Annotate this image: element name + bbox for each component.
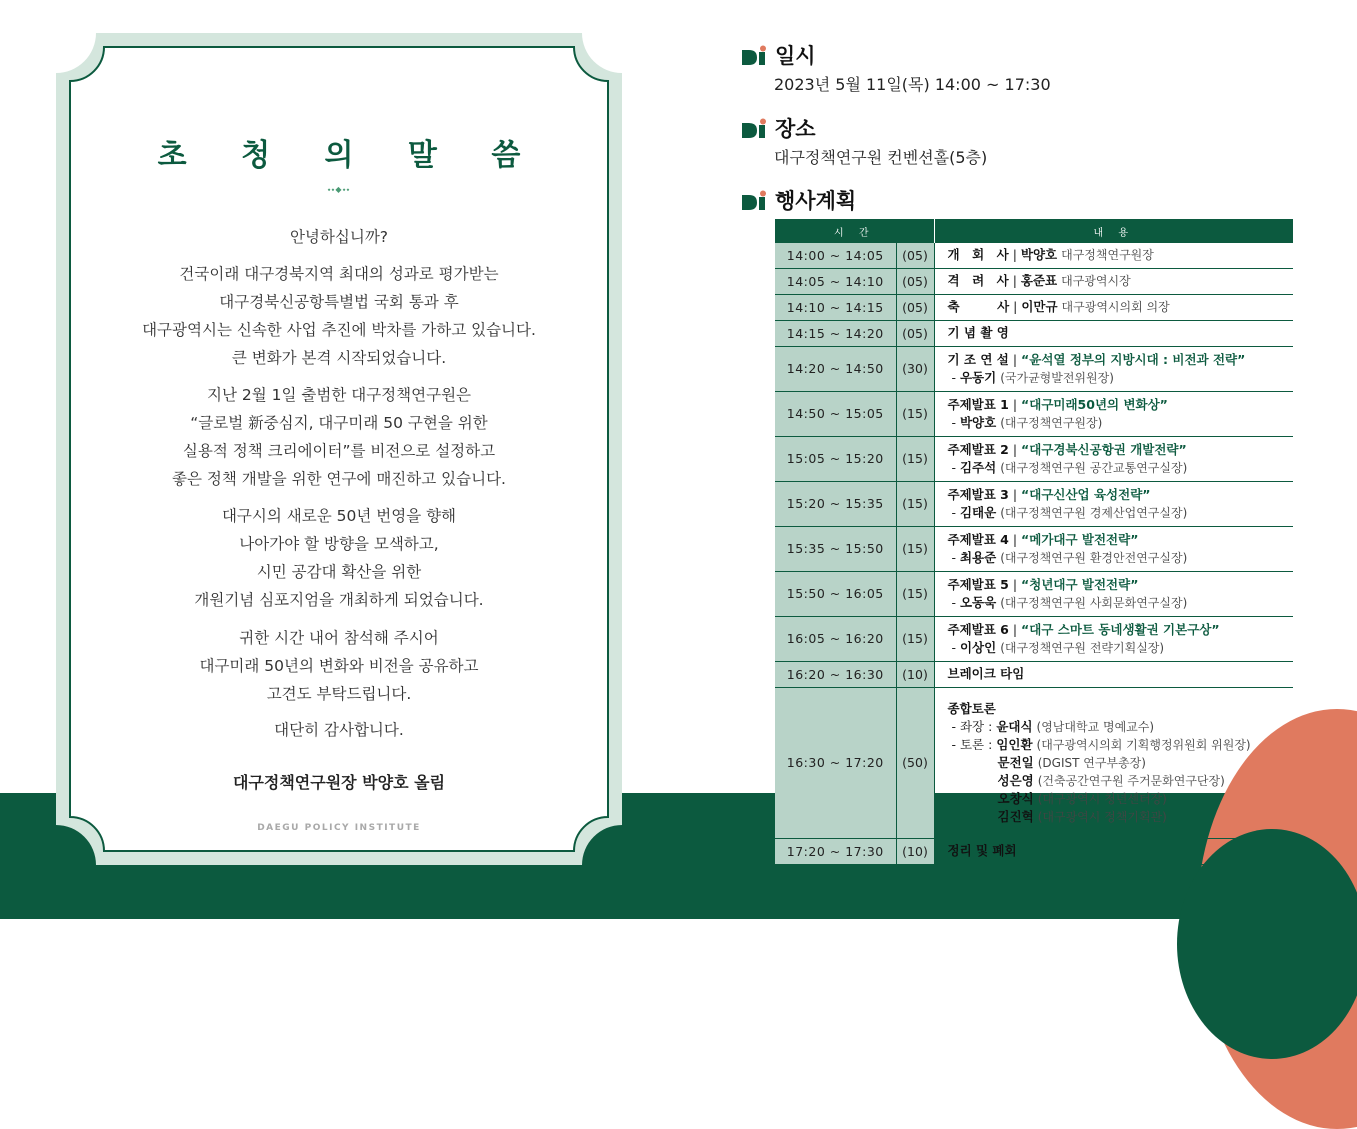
text-line: 시민 공감대 확산을 위한 (256, 563, 422, 581)
datetime-heading: 일시 (775, 44, 816, 68)
table-row (775, 571, 1293, 616)
row-content (934, 838, 1293, 864)
paragraph-3 (70, 502, 608, 614)
row-topic: “메가대구 발전전략” (1021, 531, 1139, 547)
row-duration: (30) (896, 346, 934, 391)
row-topic: “대구 스마트 동네생활권 기본구상” (1021, 621, 1220, 637)
schedule-table (775, 219, 1293, 865)
header-time: 시 간 (775, 219, 934, 243)
row-time: 14:00 ~ 14:05 (775, 243, 896, 268)
row-duration: (15) (896, 436, 934, 481)
table-row (775, 294, 1293, 320)
row-time: 16:20 ~ 16:30 (775, 661, 896, 687)
row-role: 주제발표 2 (947, 441, 1009, 457)
paragraph-1 (70, 260, 608, 372)
row-desc: 대구정책연구원장 (1061, 248, 1154, 263)
row-time: 17:20 ~ 17:30 (775, 838, 896, 864)
row-desc: (대구정책연구원장) (1000, 415, 1103, 430)
row-time: 14:50 ~ 15:05 (775, 391, 896, 436)
row-duration: (10) (896, 838, 934, 864)
row-desc: (대구정책연구원 환경안전연구실장) (1000, 550, 1188, 565)
row-desc: (DGIST 연구부총장) (1037, 755, 1146, 770)
row-role: 종합토론 (947, 700, 996, 716)
table-row (775, 526, 1293, 571)
text-line: 대구경북신공항특별법 국회 통과 후 (219, 293, 459, 311)
row-name: 최용준 (959, 549, 997, 565)
row-content (934, 661, 1293, 687)
row-desc: 대구광역시장 (1061, 274, 1131, 288)
invitation-card (56, 33, 622, 865)
row-content: 주제발표 1 | “대구미래50년의 변화상” - 박양호 (대구정책연구원장) (934, 391, 1293, 436)
row-content: 축 사 | 이만규 대구광역시의회 의장 (934, 294, 1293, 320)
table-row (775, 616, 1293, 661)
row-role: 브레이크 타임 (947, 666, 1025, 681)
row-time: 16:05 ~ 16:20 (775, 616, 896, 661)
row-duration: (10) (896, 661, 934, 687)
row-desc: (건축공간연구원 주거문화연구단장) (1037, 773, 1225, 788)
greeting: 안녕하십니까? (289, 228, 389, 246)
row-duration: (15) (896, 391, 934, 436)
text-line: 건국이래 대구경북지역 최대의 성과로 평가받는 (179, 265, 499, 283)
text-line: “글로벌 新중심지, 대구미래 50 구현을 위한 (190, 414, 488, 432)
text-line: 개원기념 심포지엄을 개최하게 되었습니다. (194, 591, 484, 609)
row-name: 임인환 (996, 736, 1033, 752)
text-line: 실용적 정책 크리에이터”를 비전으로 설정하고 (182, 442, 496, 460)
row-desc: (대구정책연구원 경제산업연구실장) (1000, 505, 1188, 520)
table-row (775, 391, 1293, 436)
row-time: 15:05 ~ 15:20 (775, 436, 896, 481)
text-line: 고견도 부탁드립니다. (266, 685, 412, 703)
row-name: 문전일 (997, 754, 1034, 770)
table-row (775, 687, 1293, 838)
row-desc: 대구광역시의회 의장 (1061, 300, 1170, 314)
row-name: 김주석 (959, 459, 997, 475)
panel-label: - 토론 : (951, 736, 993, 752)
row-content: 주제발표 5 | “청년대구 발전전략” - 오동욱 (대구정책연구원 사회문화연구실장) (934, 571, 1293, 616)
text-line: 대구미래 50년의 변화와 비전을 공유하고 (199, 657, 479, 675)
row-content (934, 320, 1293, 346)
row-role: 주제발표 3 (947, 486, 1009, 502)
section-datetime (742, 40, 816, 70)
row-role: 정리 및 폐회 (947, 843, 1017, 858)
row-duration: (05) (896, 243, 934, 268)
chair-label: - 좌장 : (951, 718, 993, 734)
row-topic: “대구경북신공항권 개발전략” (1021, 441, 1187, 457)
text-line: 대구시의 새로운 50년 번영을 향해 (221, 507, 457, 525)
row-time: 14:05 ~ 14:10 (775, 268, 896, 294)
row-duration: (15) (896, 616, 934, 661)
row-desc: (대구광역시 청년센터장) (1037, 791, 1167, 806)
text-line: 대구광역시는 신속한 사업 추진에 박차를 가하고 있습니다. (142, 321, 536, 339)
row-desc: (대구정책연구원 사회문화연구실장) (1000, 595, 1188, 610)
table-row (775, 838, 1293, 864)
row-name: 김진혁 (997, 808, 1034, 824)
invitation-title: 초 청 의 말 씀 (157, 138, 543, 173)
row-role: 주제발표 5 (947, 576, 1009, 592)
thanks: 대단히 감사합니다. (274, 721, 404, 739)
venue-text: 대구정책연구원 컨벤션홀(5층) (774, 148, 988, 167)
row-content: 기 조 연 설 | “윤석열 정부의 지방시대 : 비전과 전략” - 우동기 (국가균형발전위원장) (934, 346, 1293, 391)
row-content: 격 려 사 | 홍준표 대구광역시장 (934, 268, 1293, 294)
row-content: 주제발표 4 | “메가대구 발전전략” - 최용준 (대구정책연구원 환경안전연구실장) (934, 526, 1293, 571)
row-duration: (15) (896, 571, 934, 616)
row-role: 기 념 촬 영 (947, 325, 1009, 340)
row-time: 15:20 ~ 15:35 (775, 481, 896, 526)
row-content: 주제발표 2 | “대구경북신공항권 개발전략” - 김주석 (대구정책연구원 공간교통연구실장) (934, 436, 1293, 481)
text-line: 나아가야 할 방향을 모색하고, (239, 535, 439, 553)
row-name: 박양호 (1020, 247, 1058, 263)
table-row (775, 346, 1293, 391)
row-desc: (대구광역시의회 기획행정위원회 위원장) (1036, 737, 1251, 752)
row-desc: (대구정책연구원 전략기획실장) (1000, 640, 1165, 655)
row-desc: (영남대학교 명예교수) (1036, 719, 1155, 734)
dpi-logo-icon (742, 45, 768, 65)
datetime-text: 2023년 5월 11일(목) 14:00 ~ 17:30 (774, 75, 1051, 94)
row-role: 주제발표 6 (947, 621, 1009, 637)
row-name: 오창식 (997, 790, 1034, 806)
row-time: 15:35 ~ 15:50 (775, 526, 896, 571)
title-ornament: ⬩⬩◆⬩⬩ (327, 185, 351, 194)
row-duration: (15) (896, 481, 934, 526)
row-name: 박양호 (959, 414, 997, 430)
row-time: 14:20 ~ 14:50 (775, 346, 896, 391)
program-heading: 행사계획 (775, 189, 857, 213)
row-name: 우동기 (959, 369, 997, 385)
row-desc: (대구정책연구원 공간교통연구실장) (1000, 460, 1188, 475)
row-content (934, 687, 1293, 838)
row-role: 개 회 사 (947, 247, 1009, 263)
row-name: 이만규 (1021, 299, 1058, 314)
row-duration: (50) (896, 687, 934, 838)
signoff: 대구정책연구원장 박양호 올림 (232, 773, 446, 792)
text-line: 좋은 정책 개발을 위한 연구에 매진하고 있습니다. (172, 470, 506, 488)
row-content: 주제발표 3 | “대구신산업 육성전략” - 김태운 (대구정책연구원 경제산업연구실장) (934, 481, 1293, 526)
dpi-logo-icon (742, 118, 768, 138)
table-row (775, 436, 1293, 481)
row-content: 주제발표 6 | “대구 스마트 동네생활권 기본구상” - 이상인 (대구정책연구원 전략기획실장) (934, 616, 1293, 661)
table-row (775, 661, 1293, 687)
institute-name: DAEGU POLICY INSTITUTE (257, 823, 421, 833)
row-topic: “대구신산업 육성전략” (1021, 486, 1151, 502)
row-content: 개 회 사 | 박양호 대구정책연구원장 (934, 243, 1293, 268)
row-time: 14:15 ~ 14:20 (775, 320, 896, 346)
dpi-logo-icon (742, 190, 768, 210)
row-name: 홍준표 (1020, 273, 1058, 288)
row-duration: (05) (896, 320, 934, 346)
row-role: 주제발표 1 (947, 396, 1009, 412)
row-duration: (05) (896, 268, 934, 294)
row-time: 16:30 ~ 17:20 (775, 687, 896, 838)
header-content: 내 용 (934, 219, 1293, 243)
table-row (775, 243, 1293, 268)
row-role: 주제발표 4 (947, 531, 1009, 547)
table-row (775, 268, 1293, 294)
row-desc: (대구광역시 정책기획관) (1037, 809, 1167, 824)
row-desc: (국가균형발전위원장) (1000, 370, 1114, 385)
row-topic: “대구미래50년의 변화상” (1021, 396, 1168, 412)
row-name: 성은영 (997, 772, 1034, 788)
row-topic: “윤석열 정부의 지방시대 : 비전과 전략” (1021, 351, 1246, 367)
paragraph-2 (70, 381, 608, 493)
row-name: 김태운 (959, 504, 997, 520)
text-line: 지난 2월 1일 출범한 대구정책연구원은 (206, 386, 472, 404)
section-venue (742, 113, 816, 143)
row-role: 축 사 (947, 299, 1010, 314)
row-topic: “청년대구 발전전략” (1021, 576, 1139, 592)
row-role: 격 려 사 (947, 273, 1009, 288)
row-name: 오동욱 (959, 594, 997, 610)
row-name: 윤대식 (996, 718, 1033, 734)
text-line: 귀한 시간 내어 참석해 주시어 (239, 629, 439, 647)
row-duration: (05) (896, 294, 934, 320)
paragraph-4 (70, 624, 608, 708)
row-role: 기 조 연 설 (947, 351, 1009, 367)
row-name: 이상인 (959, 639, 997, 655)
table-row (775, 481, 1293, 526)
row-time: 14:10 ~ 14:15 (775, 294, 896, 320)
table-header (775, 219, 1293, 243)
row-time: 15:50 ~ 16:05 (775, 571, 896, 616)
text-line: 큰 변화가 본격 시작되었습니다. (231, 349, 447, 367)
section-program (742, 185, 856, 215)
row-duration: (15) (896, 526, 934, 571)
venue-heading: 장소 (775, 117, 816, 141)
table-row (775, 320, 1293, 346)
